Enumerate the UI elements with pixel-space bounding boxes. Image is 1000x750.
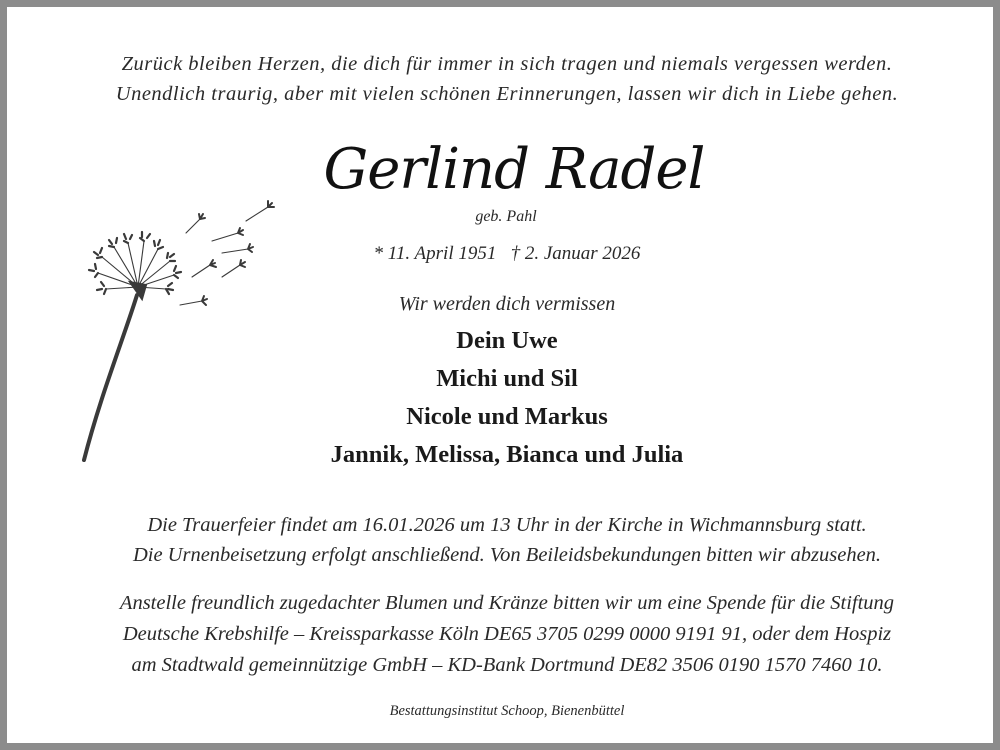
- mourner-name: Michi und Sil: [436, 365, 578, 392]
- ceremony-line-2: Die Urnenbeisetzung erfolgt anschließend. Von Beileidsbekundungen bitten wir abzusehen.: [132, 544, 882, 566]
- deceased-name: Gerlind Radel: [323, 137, 705, 202]
- mourner-name: Dein Uwe: [456, 327, 558, 354]
- donation-line-3: am Stadtwald gemeinnützige GmbH – KD-Bank Dortmund DE82 3506 0190 1570 7460 10.: [131, 654, 883, 676]
- intro-line-2: Unendlich traurig, aber mit vielen schönen Erinnerungen, lassen wir dich in Liebe gehen.: [115, 83, 899, 105]
- donation-line-1: Anstelle freundlich zugedachter Blumen und Kränze bitten wir um eine Spende für die Stiftung: [119, 592, 895, 614]
- intro-line-1: Zurück bleiben Herzen, die dich für immer in sich tragen und niemals vergessen werden.: [121, 53, 893, 75]
- death-date: † 2. Januar 2026: [510, 243, 641, 264]
- mourners-intro: Wir werden dich vermissen: [398, 293, 616, 315]
- donation-line-2: Deutsche Krebshilfe – Kreissparkasse Köln DE65 3705 0299 0000 9191 91, oder dem Hospiz: [122, 623, 892, 645]
- life-dates: [7, 243, 1000, 265]
- mourner-name: Nicole und Markus: [406, 403, 608, 430]
- undertaker: Bestattungsinstitut Schoop, Bienenbüttel: [389, 703, 625, 719]
- mourner-name: Jannik, Melissa, Bianca und Julia: [330, 441, 684, 468]
- birth-date: * 11. April 1951: [373, 243, 497, 264]
- ceremony-line-1: Die Trauerfeier findet am 16.01.2026 um 13 Uhr in der Kirche in Wichmannsburg statt.: [147, 514, 867, 536]
- birth-name: geb. Pahl: [475, 208, 537, 225]
